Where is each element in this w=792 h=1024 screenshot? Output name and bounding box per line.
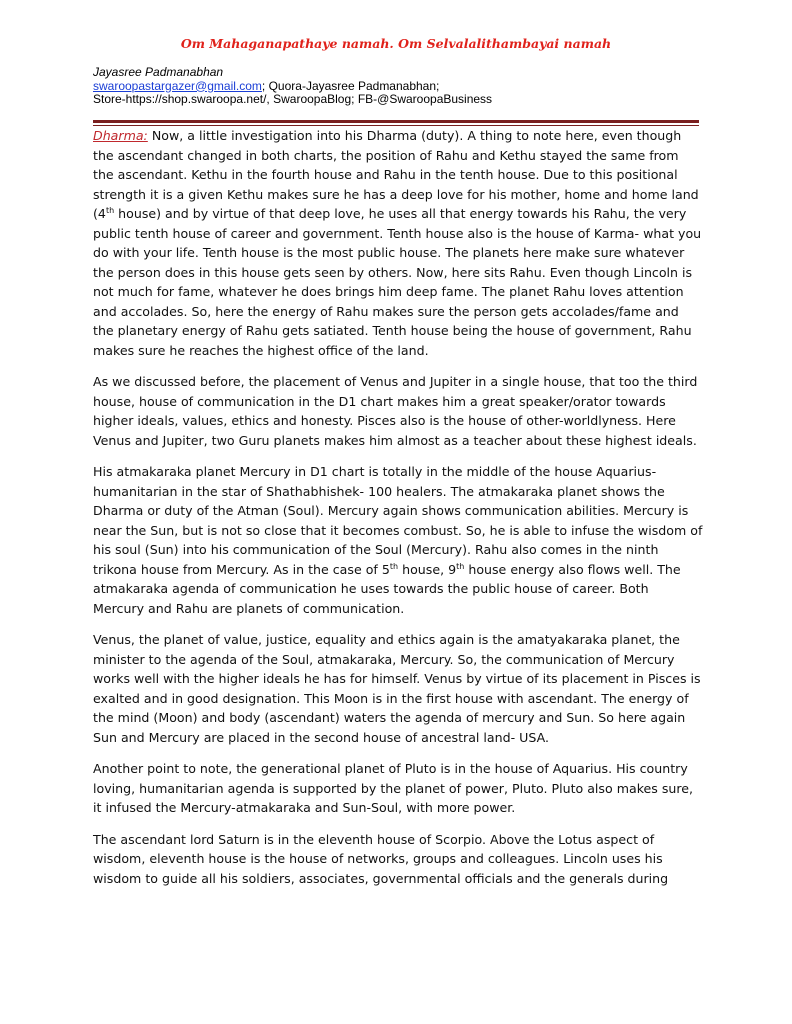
contact-line [93, 80, 492, 94]
email-link[interactable]: swaroopastargazer@gmail.com [93, 78, 262, 93]
author-header [93, 66, 492, 107]
paragraph-venus-jupiter: As we discussed before, the placement of Venus and Jupiter in a single house, that too the third house, house of communication in the D1 chart makes him a great speaker/orator towards higher ideals, values, ethics and honesty. Pisces also is the house of other-worldlyness. Here Venus and Jupiter, two Guru planets makes him almost as a teacher about these highest ideals. [93, 374, 698, 448]
author-name: Jayasree Padmanabhan [93, 65, 224, 79]
invocation-banner: Om Mahaganapathaye namah. Om Selvalalithambayai namah [180, 36, 612, 51]
article-body [93, 126, 703, 900]
paragraph-venus-amatyakaraka: Venus, the planet of value, justice, equality and ethics again is the amatyakaraka planet, the minister to the agenda of the Soul, atmakaraka, Mercury. So, the communication of Mercury works well with the higher ideals he has for himself. Venus by virtue of its placement in Pisces is exalted and in good designation. This Moon is in the first house with ascendant. The energy of the mind (Moon) and body (ascendant) waters the agenda of mercury and Sun. So here again Sun and Mercury are placed in the second house of ancestral land- USA. [93, 632, 701, 745]
section-label: Dharma: [93, 128, 148, 143]
store-line: Store-https://shop.swaroopa.net/, SwaroopaBlog; FB-@SwaroopaBusiness [93, 92, 493, 106]
paragraph-mercury: His atmakaraka planet Mercury in D1 chart is totally in the middle of the house Aquarius- humanitarian in the star of Shathabhishek- 100 healers. The atmakaraka planet shows the Dharma or duty of the Atman (Soul). Mercury again shows communication abilities. Mercury is near the Sun, but is not so close that it becomes combust. So, he is able to infuse the wisdom of his soul (Sun) into his communication of the Soul (Mercury). Rahu also comes in the ninth trikona house from Mercury. As in the case of 5th house, 9th house energy also flows well. The atmakaraka agenda of communication he uses towards the public house of career. Both Mercury and Rahu are planets of communication. [93, 464, 703, 616]
paragraph-pluto: Another point to note, the generational planet of Pluto is in the house of Aquarius. His country loving, humanitarian agenda is supported by the planet of power, Pluto. Pluto also makes sure, it infused the Mercury-atmakaraka and Sun-Soul, with more power. [93, 761, 694, 815]
quora-text: ; Quora-Jayasree Padmanabhan; [261, 78, 440, 93]
paragraph-saturn: The ascendant lord Saturn is in the eleventh house of Scorpio. Above the Lotus aspect of wisdom, eleventh house is the house of networks, groups and colleagues. Lincoln uses his wisdom to guide all his soldiers, associates, governmental officials and the generals during [93, 831, 669, 886]
paragraph-dharma: Dharma: Now, a little investigation into his Dharma (duty). A thing to note here, even though the ascendant changed in both charts, the position of Rahu and Kethu stayed the same from the ascendant. Kethu in the fourth house and Rahu in the tenth house. Due to this positional strength it is a given Kethu makes sure he has a deep love for his mother, home and home land (4th house) and by virtue of that deep love, he uses all that energy towards his Rahu, the very public tenth house of career and government. Tenth house also is the house of Karma- what you do with your life. Tenth house is the most public house. The planets here make sure whatever the person does in this house gets seen by others. Now, here sits Rahu. Even though Lincoln is not much for fame, whatever he does brings him deep fame. The planet Rahu loves attention and accolades. So, here the energy of Rahu makes sure the person gets accolades/fame and the planetary energy of Rahu gets satiated. Tenth house being the house of government, Rahu makes sure he reaches the highest office of the land. [93, 128, 702, 358]
header-divider-thick [93, 120, 699, 123]
